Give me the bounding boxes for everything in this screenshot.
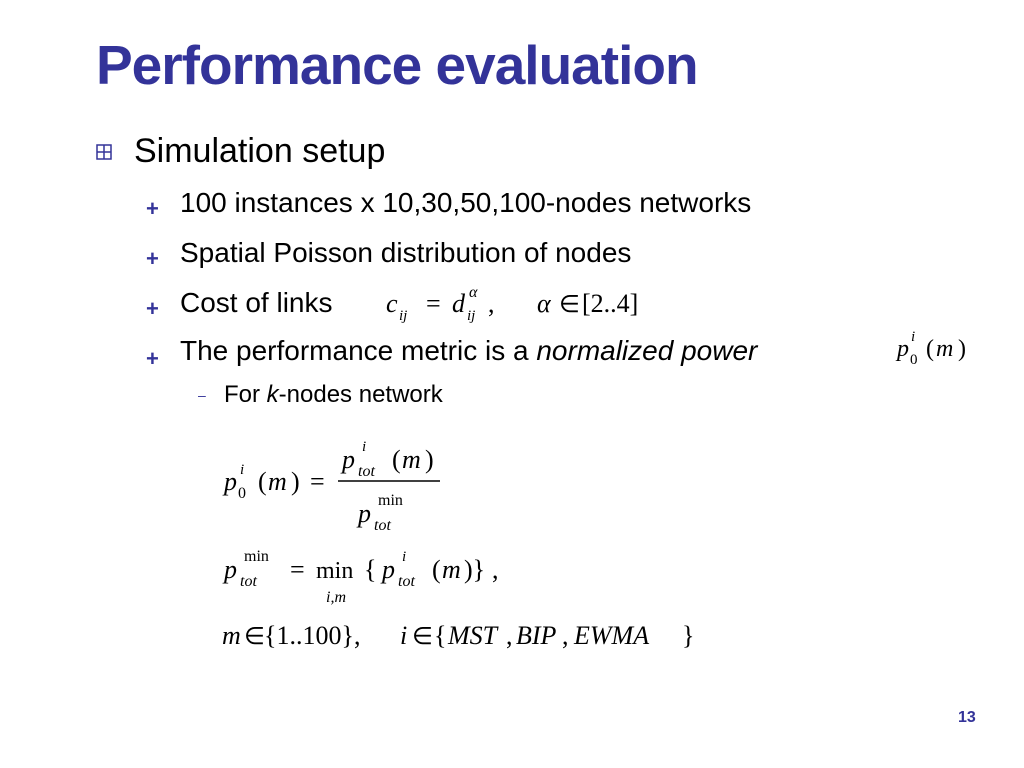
svg-text:BIP: BIP — [516, 621, 557, 650]
svg-text:{: { — [364, 555, 377, 584]
svg-text:)}: )} — [464, 555, 486, 584]
equation-min-power — [218, 540, 518, 610]
bullet-simulation-setup: Simulation setup — [134, 132, 386, 170]
svg-text:min: min — [316, 558, 354, 584]
svg-text:∈: ∈ — [244, 624, 265, 650]
sub-bullet-metric — [180, 334, 757, 368]
svg-text:m: m — [402, 445, 421, 474]
svg-text:m: m — [936, 336, 954, 362]
svg-text:p: p — [897, 336, 909, 362]
svg-text:=: = — [310, 467, 325, 496]
svg-text:d: d — [452, 289, 465, 318]
svg-text:{1..100},: {1..100}, — [264, 621, 361, 650]
svg-text:0: 0 — [238, 485, 246, 502]
svg-text:i: i — [362, 439, 367, 455]
svg-text:m: m — [222, 621, 241, 650]
cost-formula — [382, 280, 682, 330]
svg-text:): ) — [958, 336, 966, 362]
plus-icon: + — [146, 296, 159, 321]
svg-text:tot: tot — [240, 573, 257, 590]
k-nodes-suffix: -nodes network — [278, 381, 443, 408]
svg-text:ij: ij — [467, 308, 476, 324]
svg-text:min: min — [244, 548, 269, 565]
equation-normalized-power — [218, 432, 458, 537]
svg-text:tot: tot — [374, 517, 391, 534]
svg-text:EWMA: EWMA — [574, 621, 650, 650]
svg-text:c: c — [386, 289, 398, 318]
svg-text:p: p — [224, 555, 237, 584]
k-variable: k — [266, 381, 279, 408]
sub-bullet-cost: Cost of links — [180, 287, 333, 318]
svg-text:p: p — [342, 445, 355, 474]
plus-icon: + — [146, 346, 159, 371]
svg-text:tot: tot — [398, 573, 415, 590]
svg-text:α: α — [537, 289, 551, 318]
page-number: 13 — [958, 709, 976, 726]
svg-text:i,m: i,m — [326, 589, 346, 606]
sub-sub-bullet-k-nodes — [224, 380, 443, 410]
boxed-plus-icon — [96, 144, 112, 160]
svg-text:i: i — [400, 621, 408, 650]
svg-text:∈: ∈ — [412, 624, 433, 650]
svg-text:(: ( — [432, 555, 441, 584]
svg-text:): ) — [291, 467, 300, 496]
sub-bullet-instances: 100 instances x 10,30,50,100-nodes networks — [180, 187, 752, 218]
k-nodes-prefix: For — [224, 381, 267, 408]
svg-text:tot: tot — [358, 463, 375, 480]
svg-text:α: α — [469, 284, 478, 301]
svg-text:MST: MST — [448, 621, 498, 650]
svg-text:[2..4]: [2..4] — [582, 289, 639, 318]
plus-icon: + — [146, 196, 159, 221]
svg-text:0: 0 — [910, 352, 918, 368]
svg-text:p: p — [382, 555, 395, 584]
svg-text:=: = — [426, 289, 441, 318]
svg-text:,: , — [492, 555, 499, 584]
svg-text:): ) — [425, 445, 434, 474]
svg-text:}: } — [682, 621, 695, 650]
svg-text:p: p — [224, 467, 237, 496]
svg-text:i: i — [402, 549, 407, 565]
svg-text:m: m — [268, 467, 287, 496]
dash-icon: – — [198, 387, 206, 403]
svg-text:=: = — [290, 555, 305, 584]
svg-text:i: i — [240, 462, 245, 478]
metric-symbol — [892, 326, 992, 372]
sub-bullet-poisson: Spatial Poisson distribution of nodes — [180, 237, 632, 268]
svg-text:(: ( — [258, 467, 267, 496]
slide-title: Performance evaluation — [96, 34, 698, 96]
svg-text:,: , — [562, 621, 569, 650]
svg-text:ij: ij — [399, 308, 408, 324]
metric-emphasis: normalized power — [536, 335, 758, 366]
svg-text:(: ( — [926, 336, 934, 362]
svg-text:min: min — [378, 492, 403, 509]
svg-text:,: , — [506, 621, 513, 650]
svg-text:(: ( — [392, 445, 401, 474]
svg-text:m: m — [442, 555, 461, 584]
plus-icon: + — [146, 246, 159, 271]
equation-domains — [218, 612, 708, 658]
metric-text: The performance metric is a — [180, 335, 537, 366]
svg-text:∈: ∈ — [559, 292, 580, 318]
svg-text:{: { — [434, 621, 447, 650]
svg-text:p: p — [358, 499, 371, 528]
svg-text:,: , — [488, 289, 495, 318]
svg-text:i: i — [911, 329, 916, 345]
